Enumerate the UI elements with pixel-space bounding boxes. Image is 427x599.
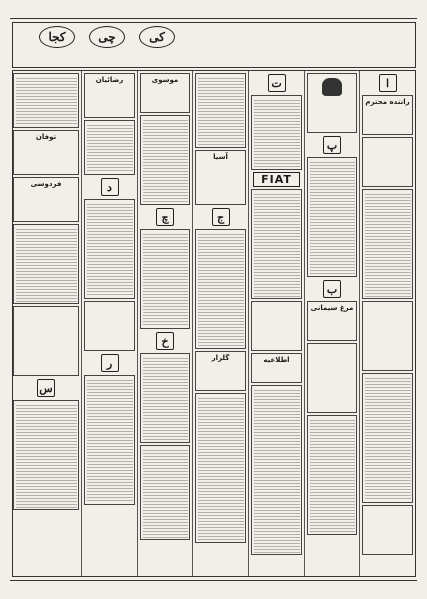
ad-block (84, 120, 135, 175)
ad-block (362, 505, 413, 555)
ad-block (13, 130, 79, 175)
text-lines (254, 98, 300, 168)
ad-block (13, 177, 79, 222)
text-lines (198, 396, 244, 541)
ad-title: مرغ سیمانی (310, 303, 354, 312)
ad-block (307, 73, 357, 133)
text-lines (310, 160, 355, 275)
fiat-logo: FIAT (253, 172, 300, 187)
text-lines (365, 376, 411, 501)
text-lines (143, 118, 188, 203)
ad-title: اطلاعیه (263, 355, 290, 364)
ad-title: فردوسی (30, 179, 62, 188)
column-6 (81, 71, 137, 576)
ad-block (307, 157, 357, 277)
department-title (23, 45, 413, 51)
header-bubble-3: کی (139, 26, 175, 48)
section-letter-dal: د (101, 178, 119, 196)
ad-block (362, 95, 413, 135)
section-letter-khe: خ (156, 332, 174, 350)
ad-block (140, 229, 190, 329)
ad-block (307, 343, 357, 413)
ad-block (13, 73, 79, 128)
ad-title: راننده محترم (365, 97, 410, 106)
ad-block (251, 301, 302, 351)
column-7 (12, 71, 81, 576)
section-letter-che: چ (156, 208, 174, 226)
header-bubble-1: کجا (39, 26, 75, 48)
ad-block (195, 393, 246, 543)
text-lines (87, 202, 133, 297)
horse-icon (322, 78, 342, 96)
section-letter-te: ت (268, 74, 286, 92)
ad-title: گلزار (211, 353, 230, 362)
text-lines (143, 448, 188, 538)
column-5 (137, 71, 192, 576)
ad-block (195, 150, 246, 205)
text-lines (365, 192, 411, 297)
ad-title: توفان (35, 132, 57, 141)
ad-title: آسیا (213, 152, 228, 161)
ad-block (140, 445, 190, 540)
ad-block (251, 189, 302, 299)
ad-block (251, 385, 302, 555)
column-2 (304, 71, 359, 576)
classified-ads-grid (12, 70, 416, 577)
ad-block (362, 189, 413, 299)
ad-title: رضائیان (95, 75, 124, 84)
text-lines (87, 378, 133, 503)
ad-block (84, 301, 135, 351)
ad-block (140, 353, 190, 443)
ad-block (84, 375, 135, 505)
ad-block (13, 306, 79, 376)
section-letter-sin: س (37, 379, 55, 397)
text-lines (16, 403, 77, 508)
column-3 (248, 71, 304, 576)
section-letter-be: ب (323, 280, 341, 298)
ad-block (251, 95, 302, 170)
ad-block (195, 73, 246, 148)
text-lines (254, 192, 300, 297)
ad-block (140, 115, 190, 205)
text-lines (87, 123, 133, 173)
text-lines (143, 232, 188, 327)
column-1 (359, 71, 415, 576)
ad-block (195, 229, 246, 349)
ad-block (13, 224, 79, 304)
ad-block (307, 415, 357, 535)
section-letter-pe: پ (323, 136, 341, 154)
ad-block (195, 351, 246, 391)
header-bubble-2: چی (89, 26, 125, 48)
section-letter-re: ر (101, 354, 119, 372)
ad-block (362, 301, 413, 371)
ad-title: موسوی (151, 75, 179, 84)
ad-block (251, 353, 302, 383)
column-4 (192, 71, 248, 576)
ad-block (362, 373, 413, 503)
page-runner (10, 8, 417, 19)
text-lines (198, 76, 244, 146)
section-letter-jim: ج (212, 208, 230, 226)
text-lines (254, 388, 300, 553)
text-lines (310, 418, 355, 533)
text-lines (16, 227, 77, 302)
text-lines (143, 356, 188, 441)
ad-block (362, 137, 413, 187)
ad-block (13, 400, 79, 510)
page-footer (10, 580, 417, 591)
section-letter-alef: ا (379, 74, 397, 92)
text-lines (16, 76, 77, 126)
ad-block (307, 301, 357, 341)
section-header (12, 22, 416, 68)
ad-block (84, 73, 135, 118)
ad-block (84, 199, 135, 299)
ad-block (140, 73, 190, 113)
text-lines (198, 232, 244, 347)
